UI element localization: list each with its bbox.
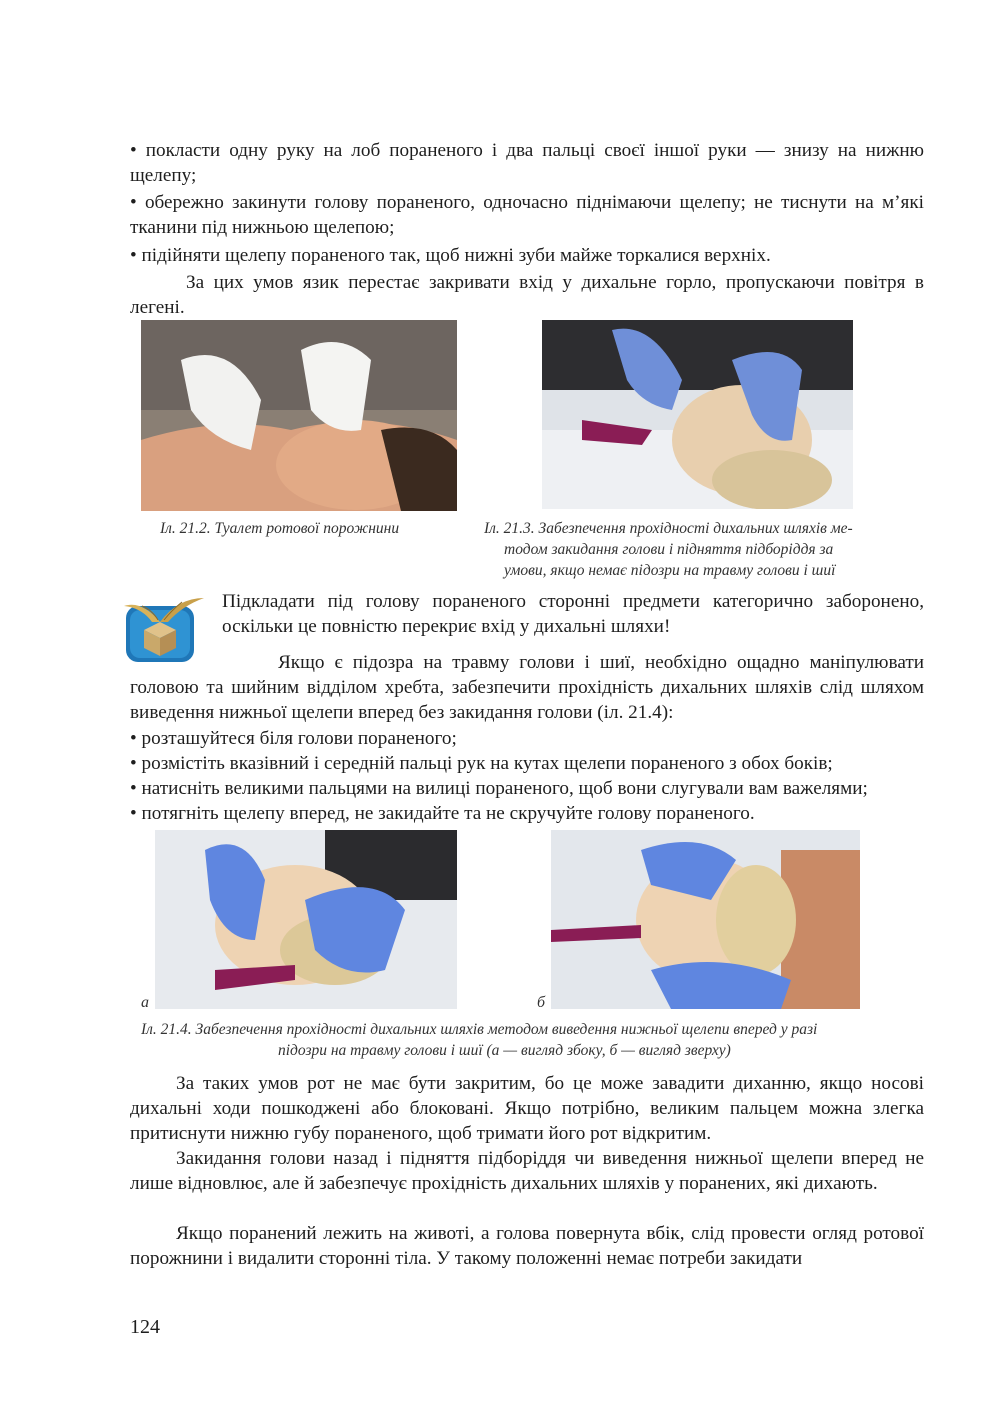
bullet-tilt-head: • обережно закинути голову пораненого, одночасно піднімаючи щелепу; не тиснути на м’які тканини під нижньою щелепою; [130,192,924,238]
paragraph-prone-position: Якщо поранений лежить на животі, а голова повернута вбік, слід провести огляд ротової порожнини і видалити сторонні тіла. У такому положенні немає потреби закидати [130,1223,924,1269]
warning-text: Підкладати під голову пораненого сторонні предмети категорично заборонено, оскільки це повністю перекриє вхід у дихальні шляхи! [222,591,924,637]
label-a: а [141,994,149,1011]
caption-fig-21-4-line1: Іл. 21.4. Забезпечення прохідності дихальних шляхів методом виведення нижньої щелепи вперед у разі [141,1021,818,1038]
photo-jaw-thrust-top-view [551,830,860,1009]
caption-fig-21-2: Іл. 21.2. Туалет ротової порожнини [160,520,400,537]
caption-fig-21-3-line2: тодом закидання голови і підняття підборіддя за [504,541,834,558]
bullet-lift-jaw: • підійняти щелепу пораненого так, щоб нижні зуби майже торкалися верхніх. [130,245,771,266]
paragraph-head-tilt: Закидання голови назад і підняття підборіддя чи виведення нижньої щелепи вперед не лише відновлює, але й забезпечує прохідність дихальних шляхів у поранених, які дихають. [130,1148,924,1194]
paragraph-mouth-open: За таких умов рот не має бути закритим, бо це може завадити диханню, якщо носові дихальні ходи пошкоджені або блоковані. Якщо потрібно, великим пальцем можна злегка притиснути нижню губу пораненого, щоб тримати його рот відкритим. [130,1073,924,1144]
paragraph-suspicion: Якщо є підозра на травму голови і шиї, необхідно ощадно маніпулювати головою та шийним відділом хребта, забезпечити прохідність дихальних шляхів слід шляхом виведення нижньої щелепи вперед без закидання голови (іл. 21.4): [130,652,924,723]
caption-fig-21-4-line2: підозри на травму голови і шиї (а — вигляд збоку, б — вигляд зверху) [278,1042,731,1059]
photo-jaw-thrust-side-view [155,830,457,1009]
bullet-press-thumbs: • натисніть великими пальцями на вилиці пораненого, щоб вони слугували вам важелями; [130,778,868,799]
photo-oral-cavity-cleaning [141,320,457,511]
bullet-pull-jaw: • потягніть щелепу вперед, не закидайте та не скручуйте голову пораненого. [130,803,755,824]
page-number: 124 [130,1316,160,1338]
bullet-hand-on-forehead: • покласти одну руку на лоб пораненого і два пальці своєї іншої руки — знизу на нижню щелепу; [130,140,924,186]
label-b: б [537,994,546,1011]
bullet-place-fingers: • розмістіть вказівний і середній пальці рук на кутах щелепи пораненого з обох боків; [130,753,833,774]
caption-fig-21-3-line1: Іл. 21.3. Забезпечення прохідності дихальних шляхів ме- [484,520,853,537]
caption-fig-21-3-line3: умови, якщо немає підозри на травму голови і шиї [504,562,836,579]
paragraph-tongue: За цих умов язик перестає закривати вхід у дихальне горло, пропускаючи повітря в легені. [130,272,924,318]
bullet-position-near-head: • розташуйтеся біля голови пораненого; [130,728,457,749]
photo-head-tilt-chin-lift [542,320,853,509]
